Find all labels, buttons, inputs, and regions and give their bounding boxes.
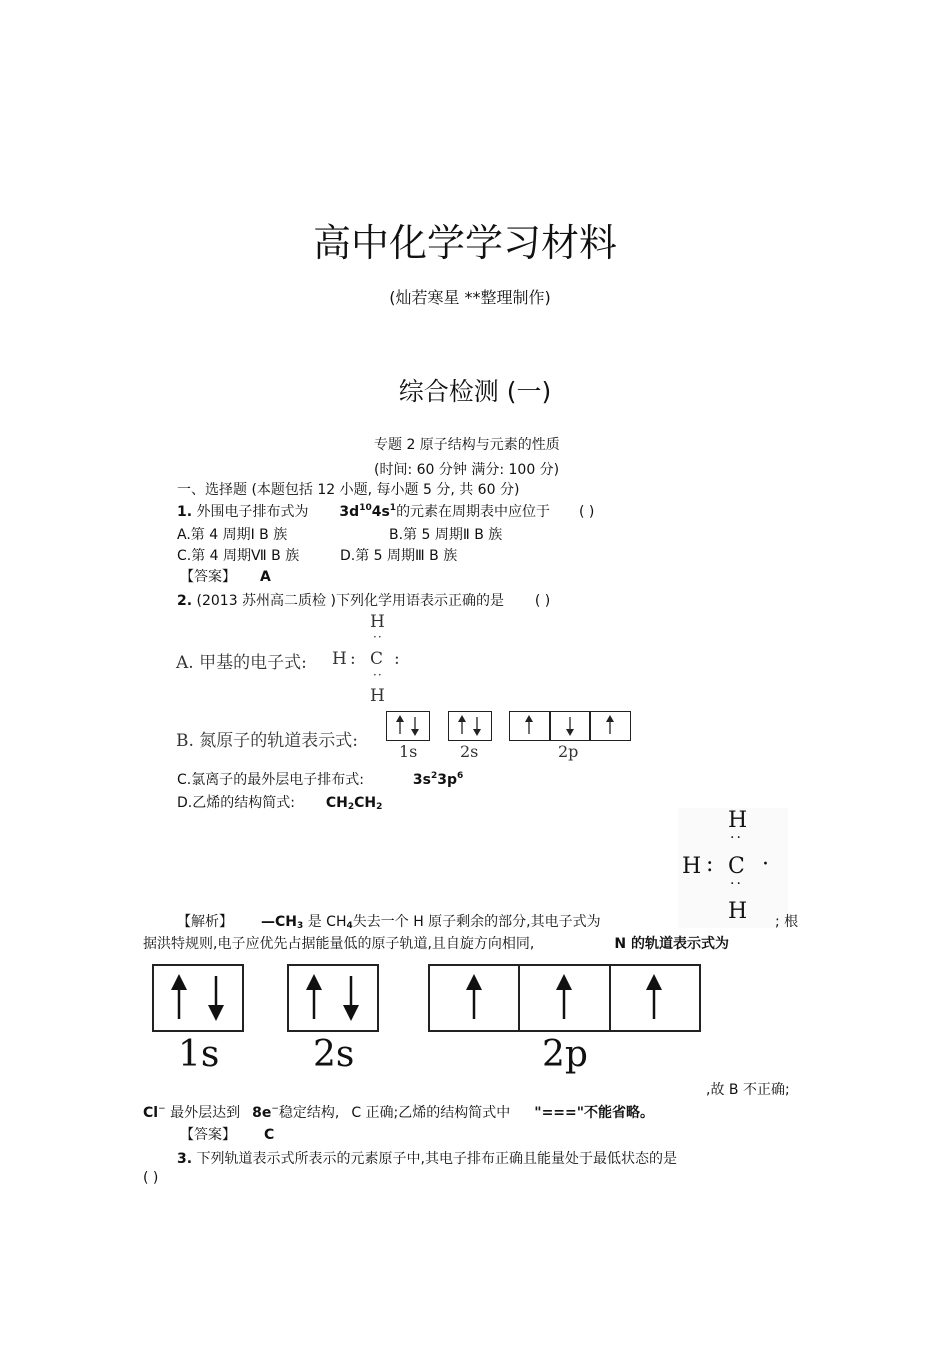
- q2-analysis-line3: ,故 B 不正确;: [706, 1082, 790, 1098]
- q1-option-c: C.第 4 周期Ⅶ B 族: [177, 548, 300, 564]
- q2-analysis-line2: 据洪特规则,电子应优先占据能量低的原子轨道,且自旋方向相同, N 的轨道表示式为: [143, 936, 729, 952]
- q1-stem: 外围电子排布式为: [196, 504, 309, 520]
- q2-option-d: D.乙烯的结构简式: $CH_2CH_2$: [177, 795, 383, 812]
- q1-option-d: D.第 5 周期Ⅲ B 族: [340, 548, 458, 564]
- page-subtitle: (灿若寒星 **整理制作): [389, 288, 551, 307]
- q3-paren: ( ): [143, 1170, 159, 1186]
- q1-answer: 【答案】 A: [180, 569, 271, 585]
- section-heading: 一、选择题 (本题包括 12 小题, 每小题 5 分, 共 60 分): [177, 482, 520, 498]
- page-title: 高中化学学习材料: [312, 221, 617, 265]
- question-2: 2. (2013 苏州高二质检 )下列化学用语表示正确的是 ( ): [177, 593, 551, 609]
- q2-option-c: C.氯离子的最外层电子排布式: $3s^23p^6$: [177, 771, 464, 788]
- q2-analysis-line4: Cl− 最外层达到 8e−稳定结构, C 正确;乙烯的结构简式中 "==="不能省略。: [143, 1104, 655, 1121]
- small-methyl-lewis: H ·· H : C : ·· H: [332, 612, 400, 706]
- exam-title: 综合检测 (一): [398, 377, 552, 406]
- q1-config: $3d^{10}4s^1$: [339, 503, 397, 520]
- large-methyl-lewis: H ·· H : C · ·· H: [678, 808, 788, 928]
- q1-stem-end: 的元素在周期表中应位于: [396, 504, 551, 520]
- question-3: 3. 下列轨道表示式所表示的元素原子中,其电子排布正确且能量处于最低状态的是: [177, 1151, 677, 1167]
- q2-analysis-line1-end: ; 根: [775, 914, 799, 930]
- q2-analysis-line1: 【解析】 $—CH_3$ 是 $CH_4$失去一个 H 原子剩余的部分,其电子式为: [177, 914, 601, 931]
- q2-answer: 【答案】 C: [180, 1127, 275, 1143]
- small-orbital-diagram: 1s 2s 2p: [386, 711, 636, 763]
- q2-option-b-label: B. 氮原子的轨道表示式:: [176, 731, 359, 751]
- exam-time: (时间: 60 分钟 满分: 100 分): [374, 462, 560, 478]
- q1-number: 1.: [177, 504, 193, 520]
- q1-option-a: A.第 4 周期Ⅰ B 族: [177, 527, 288, 543]
- exam-topic: 专题 2 原子结构与元素的性质: [374, 437, 560, 453]
- q1-option-b: B.第 5 周期Ⅱ B 族: [389, 527, 503, 543]
- q1-paren: ( ): [578, 504, 595, 520]
- q2-option-a-label: A. 甲基的电子式:: [176, 653, 307, 673]
- question-1: [177, 501, 594, 521]
- large-orbital-diagram: 1s 2s 2p: [152, 964, 712, 1079]
